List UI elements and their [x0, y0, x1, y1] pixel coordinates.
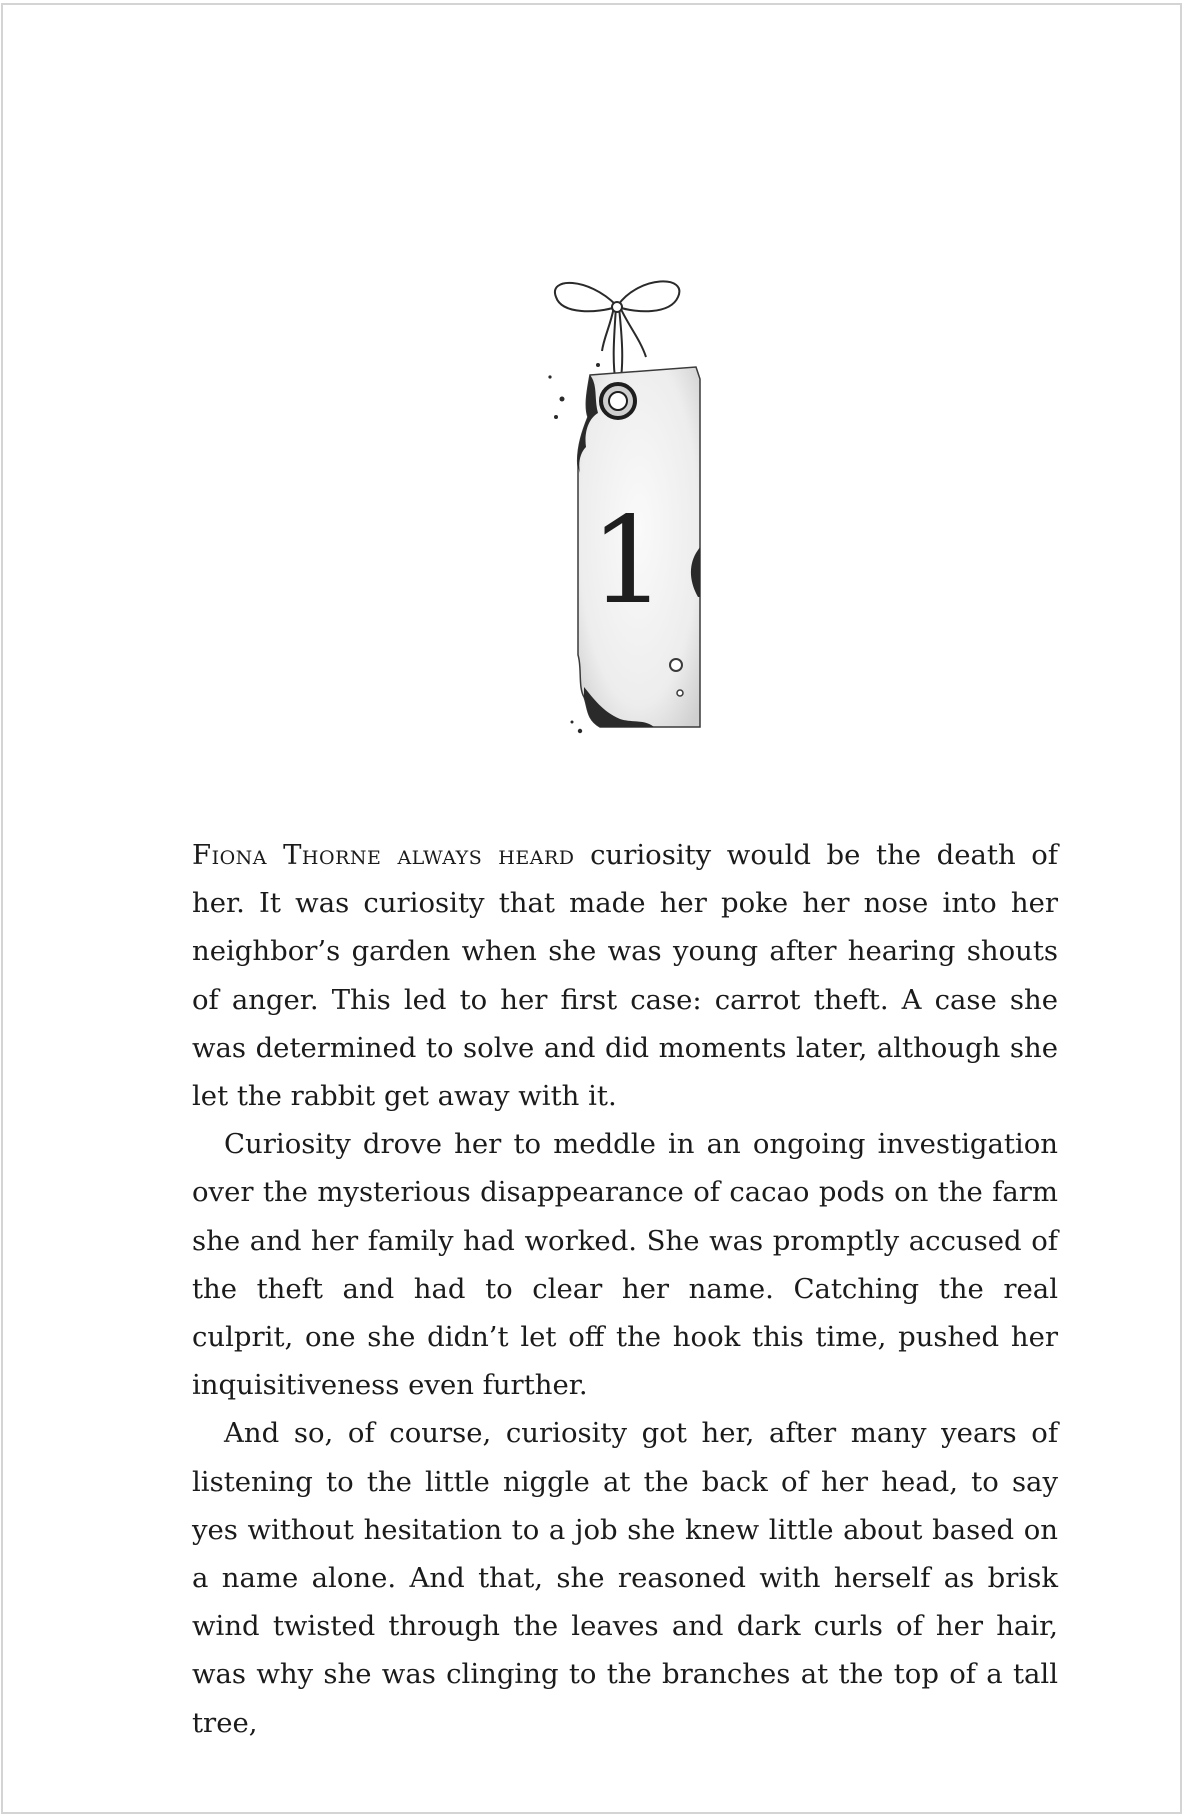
opening-smallcaps: Fiona Thorne always heard: [192, 839, 575, 871]
paragraph-text: curiosity would be the death of her. It was curiosity that made her poke her nose into her neighbor’s garden when she was young after hearing shouts of anger. This led to her first case: carrot theft. A case she was determined to solve and did moments later, although she let the rabbit get away with it.: [192, 839, 1058, 1113]
book-page: [1, 3, 1182, 1814]
chapter-tag-ornament: [528, 267, 728, 737]
paragraph: Curiosity drove her to meddle in an ongoing investigation over the mysterious disappearance of cacao pods on the farm she and her family had worked. She was promptly accused of the theft and had to clear her name. Catching the real culprit, one she didn’t let off the hook this time, pushed her inquisitiveness even further.: [192, 1128, 1058, 1402]
chapter-number: 1: [589, 492, 667, 631]
eyelet-icon: [601, 384, 635, 418]
paragraph: And so, of course, curiosity got her, after many years of listening to the little niggle at the back of her head, to say yes without hesitation to a job she knew little about based on a name alone. And that, she reasoned with herself as brisk wind twisted through the leaves and dark curls of her hair, was why she was clinging to the branches at the top of a tall tree,: [192, 1417, 1058, 1739]
luggage-tag-icon: [528, 267, 728, 737]
paragraph: [192, 831, 1058, 1120]
chapter-body: [192, 831, 1058, 1747]
